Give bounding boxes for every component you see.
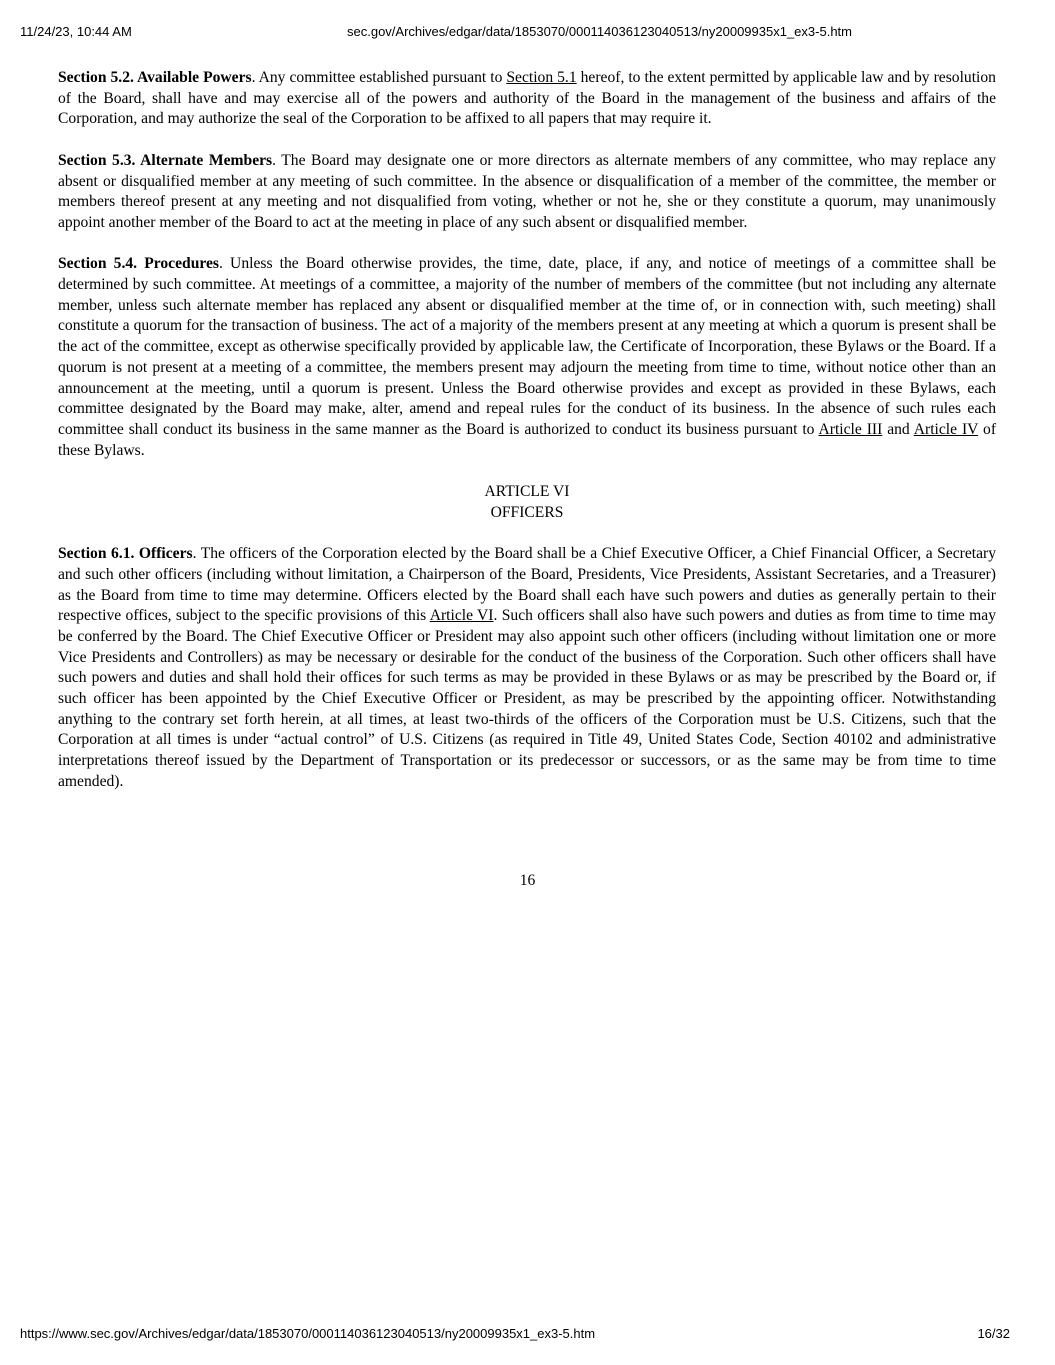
article-iii-link[interactable]: Article III — [818, 420, 883, 438]
section-6-1 — [58, 544, 996, 792]
section-5-4-text-b: and — [882, 420, 914, 438]
document-body — [58, 68, 996, 813]
print-header — [0, 24, 1055, 44]
article-vi-link[interactable]: Article VI — [429, 607, 494, 625]
article-heading — [58, 482, 996, 523]
section-6-1-text-b: . Such officers shall also have such powers and duties as from time to time may be conferred by the Board. The Chief Executive Officer or President may also appoint such other officers (including without limitation one or more Vice Presidents and Controllers) as may be necessary or desirable for the conduct of the business of the Corporation. Such other officers shall have such powers and duties and shall hold their offices for such terms as may be provided in these Bylaws or as may be prescribed by the Board or, if such officer has been appointed by the Chief Executive Officer or President, as may be prescribed by the appointing officer. Notwithstanding anything to the contrary set forth herein, at all times, at least two-thirds of the officers of the Corporation must be U.S. Citizens, such that the Corporation at all times is under “actual control” of U.S. Citizens (as required in Title 49, United States Code, Section 40102 and administrative interpretations thereof issued by the Department of Transportation or its predecessor or successors, or as the same may be from time to time amended). — [58, 607, 997, 790]
section-6-1-text-a: . The officers of the Corporation elected by the Board shall be a Chief Executive Officer, a Chief Financial Officer, a Secretary and such other officers (including without limitation, a Chairperson of the Board, Presidents, Vice Presidents, Assistant Secretaries, and a Treasurer) as the Board from time to time may determine. Officers elected by the Board shall each have such powers and duties as generally pertain to their respective offices, subject to the specific provisions of this — [58, 545, 996, 625]
section-5-2-heading: Section 5.2. Available Powers — [58, 69, 252, 86]
article-title: OFFICERS — [490, 503, 564, 521]
article-iv-link[interactable]: Article IV — [913, 420, 979, 438]
article-number: ARTICLE VI — [484, 483, 570, 501]
section-5-1-link[interactable]: Section 5.1 — [506, 69, 577, 86]
section-5-3-heading: Section 5.3. Alternate Members — [58, 151, 273, 169]
section-5-2 — [58, 68, 996, 130]
section-5-4 — [58, 254, 996, 461]
print-header-url: sec.gov/Archives/edgar/data/1853070/000114036123040513/ny20009935x1_ex3-5.htm — [347, 24, 852, 39]
section-5-4-heading: Section 5.4. Procedures — [58, 255, 219, 273]
print-datetime: 11/24/23, 10:44 AM — [20, 24, 132, 39]
print-footer-url: https://www.sec.gov/Archives/edgar/data/1853070/000114036123040513/ny20009935x1_ex3-5.htm — [20, 1326, 596, 1341]
section-5-4-text-c: of these Bylaws. — [58, 420, 997, 459]
section-5-3-text: . The Board may designate one or more directors as alternate members of any committee, who may replace any absent or disqualified member at any meeting of such committee. In the absence or disqualification of a member of the committee, the member or members thereof present at any meeting and not disqualified from voting, whether or not he, she or they constitute a quorum, may unanimously appoint another member of the Board to act at the meeting in place of any such absent or disqualified member. — [58, 151, 996, 231]
section-6-1-heading: Section 6.1. Officers — [58, 545, 193, 563]
section-5-4-text-a: . Unless the Board otherwise provides, the time, date, place, if any, and notice of meetings of a committee shall be determined by such committee. At meetings of a committee, a majority of the number of members of the committee (but not including any alternate member, unless such alternate member has replaced any absent or disqualified member at the time of, or in connection with, such meeting) shall constitute a quorum for the transaction of business. The act of a majority of the members present at any meeting at which a quorum is present shall be the act of the committee, except as otherwise specifically provided by applicable law, the Certificate of Incorporation, these Bylaws or the Board. If a quorum is not present at a meeting of a committee, the members present may adjourn the meeting from time to time, without notice other than an announcement at the meeting, until a quorum is present. Unless the Board otherwise provides and except as provided in these Bylaws, each committee designated by the Board may make, alter, amend and repeal rules for the conduct of its business. In the absence of such rules each committee shall conduct its business in the same manner as the Board is authorized to conduct its business pursuant to — [58, 255, 996, 438]
page-count: 16/32 — [977, 1326, 1010, 1341]
section-5-2-text-b: hereof, to the extent permitted by applicable law and by resolution of the Board, shall have and may exercise all of the powers and authority of the Board in the management of the business and affairs of the Corporation, and may authorize the seal of the Corporation to be affixed to all papers that may require it. — [58, 69, 996, 128]
page-number: 16 — [519, 872, 536, 889]
section-5-2-text-a: . Any committee established pursuant to — [251, 69, 507, 86]
section-5-3 — [58, 151, 996, 234]
print-footer — [0, 1326, 1055, 1346]
